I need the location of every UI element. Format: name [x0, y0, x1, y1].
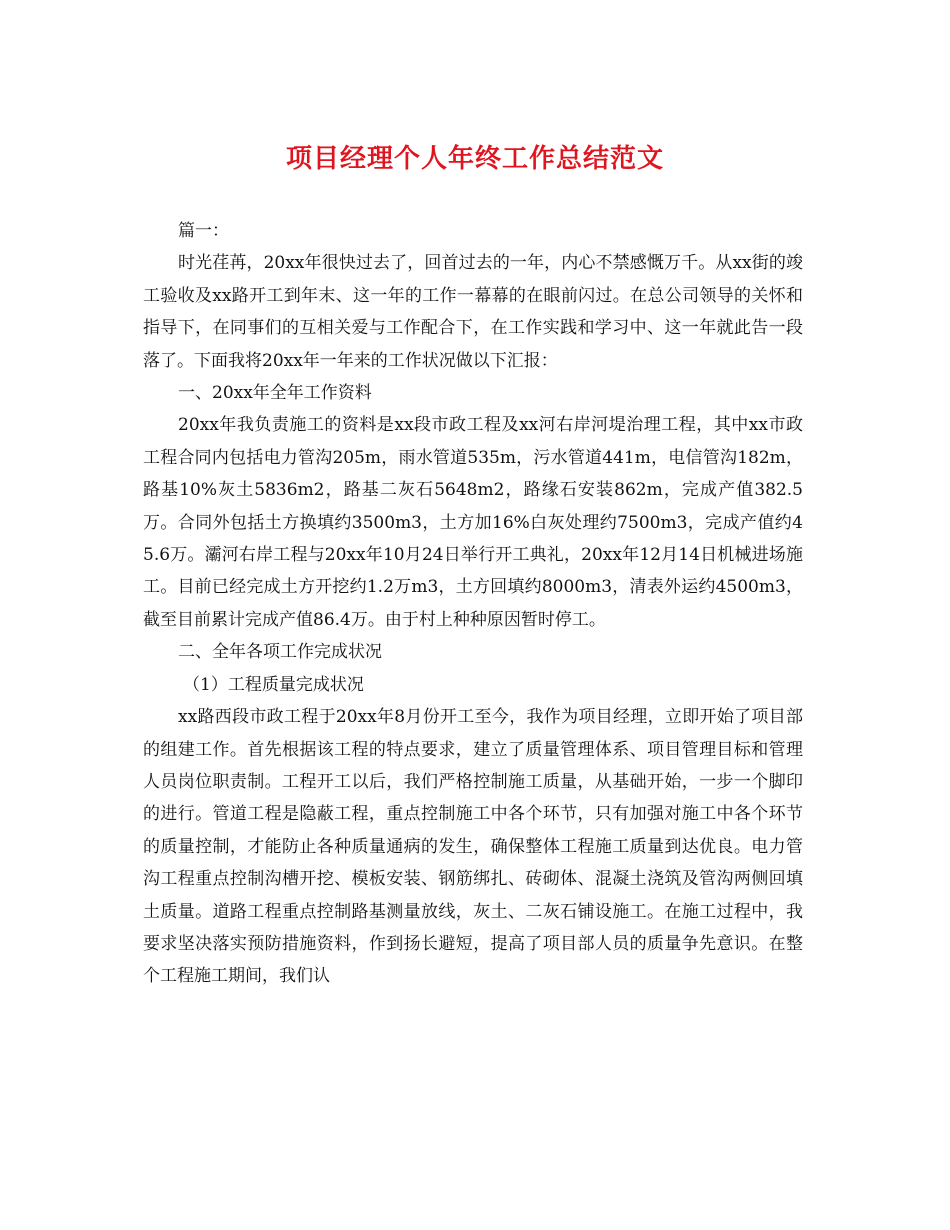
paragraph-section-label: 篇一： [178, 221, 229, 241]
heading-annual-work: 一、20xx年全年工作资料 [178, 383, 372, 404]
document-body [143, 215, 803, 993]
paragraph-quality-details: xx路西段市政工程于20xx年8月份开工至今，我作为项目经理，立即开始了项目部的组建工作。首先根据该工程的特点要求，建立了质量管理体系、项目管理目标和管理人员岗位职责制。工程开工以后，我们严格控制施工质量，从基础开始，一步一个脚印的进行。管道工程是隐蔽工程，重点控制施工中各个环节，只有加强对施工中各个环节的质量控制，才能防止各种质量通病的发生，确保整体工程施工质量到达优良。电力管沟工程重点控制沟槽开挖、模板安装、钢筋绑扎、砖砌体、混凝土浇筑及管沟两侧回填土质量。道路工程重点控制路基测量放线，灰土、二灰石铺设施工。在施工过程中，我要求坚决落实预防措施资料，作到扬长避短，提高了项目部人员的质量争先意识。在整个工程施工期间，我们认 [143, 707, 803, 987]
document-title: 项目经理个人年终工作总结范文 [285, 144, 664, 174]
paragraph-work-details: 20xx年我负责施工的资料是xx段市政工程及xx河右岸河堤治理工程，其中xx市政工程合同内包括电力管沟205m，雨水管道535m，污水管道441m，电信管沟182m，路基10%灰土5836m2，路基二灰石5648m2，路缘石安装862m，完成产值382.5万。合同外包括土方换填约3500m3，土方加16%白灰处理约7500m3，完成产值约45.6万。灞河右岸工程与20xx年10月24日举行开工典礼，20xx年12月14日机械进场施工。目前已经完成土方开挖约1.2万m3，土方回填约8000m3，清表外运约4500m3，截至目前累计完成产值86.4万。由于村上种种原因暂时停工。 [143, 415, 803, 630]
paragraph-intro: 时光荏苒，20xx年很快过去了，回首过去的一年，内心不禁感慨万千。从xx街的竣工验收及xx路开工到年末、这一年的工作一幕幕的在眼前闪过。在总公司领导的关怀和指导下，在同事们的互相关爱与工作配合下，在工作实践和学习中、这一年就此告一段落了。下面我将20xx年一年来的工作状况做以下汇报： [143, 253, 803, 371]
subheading-quality: （1）工程质量完成状况 [183, 674, 364, 695]
heading-completion-status: 二、全年各项工作完成状况 [178, 642, 382, 663]
